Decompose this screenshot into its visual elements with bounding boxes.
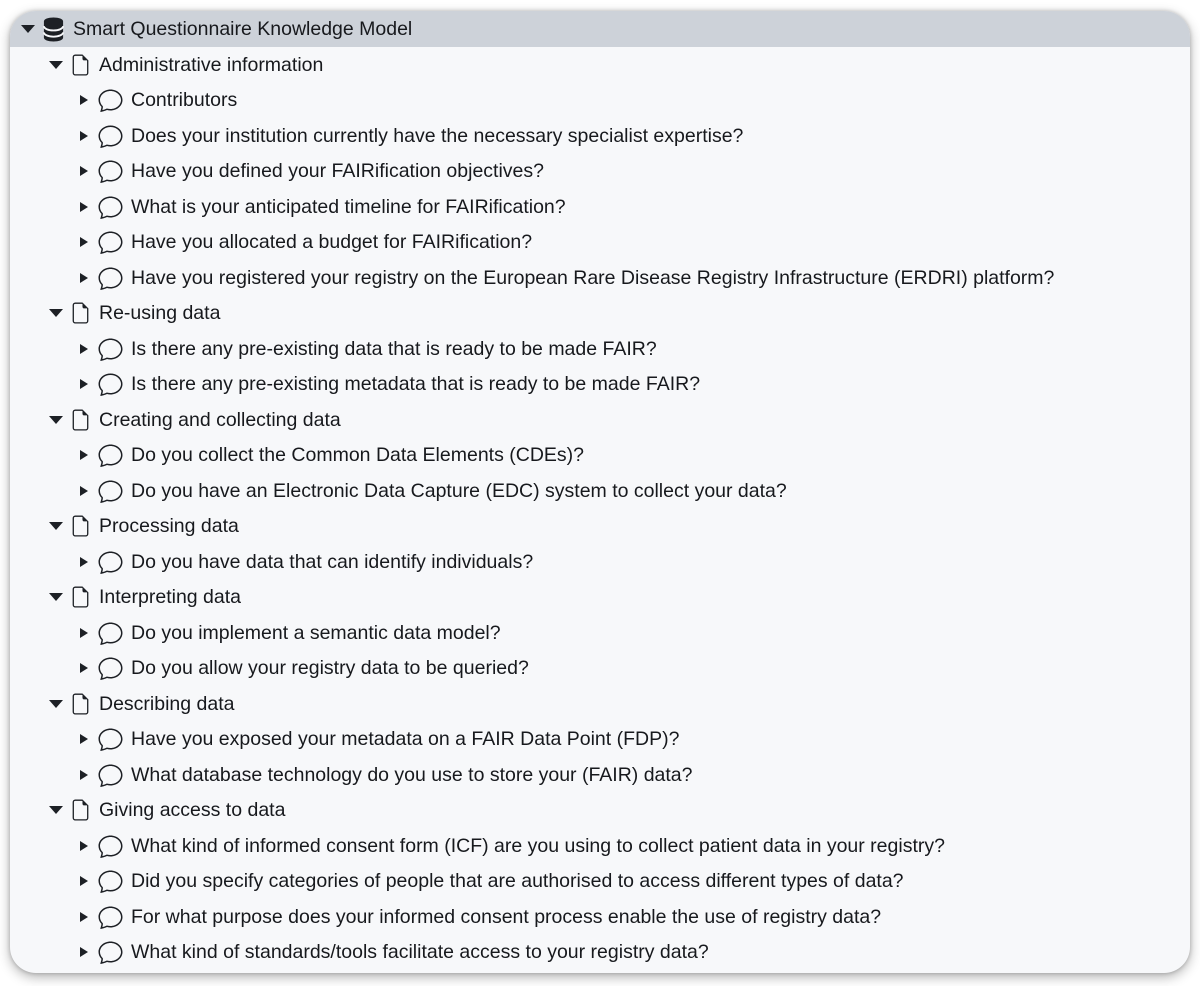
caret-down-icon[interactable] — [20, 25, 36, 33]
speech-bubble-icon — [98, 88, 123, 112]
tree-category-row[interactable] — [10, 509, 1190, 545]
caret-right-icon[interactable] — [76, 486, 92, 496]
speech-bubble-icon — [98, 195, 123, 219]
tree-question-row-label: Have you defined your FAIRification objectives? — [131, 160, 544, 182]
tree-question-row-label: Have you exposed your metadata on a FAIR Data Point (FDP)? — [131, 728, 680, 750]
tree-question-row[interactable] — [10, 544, 1190, 580]
tree-question-row[interactable] — [10, 189, 1190, 225]
tree-question-row[interactable] — [10, 757, 1190, 793]
caret-right-icon[interactable] — [76, 734, 92, 744]
speech-bubble-icon — [98, 479, 123, 503]
tree-category-row[interactable] — [10, 793, 1190, 829]
document-icon — [70, 691, 91, 717]
tree-root-label: Smart Questionnaire Knowledge Model — [73, 17, 413, 40]
tree-question-row-label: Do you have data that can identify individuals? — [131, 550, 534, 573]
tree-rows-container — [10, 47, 1190, 970]
speech-bubble-icon — [98, 834, 123, 858]
speech-bubble-icon — [98, 230, 123, 254]
caret-right-icon[interactable] — [76, 131, 92, 141]
tree-category-row[interactable] — [10, 47, 1190, 83]
caret-right-icon[interactable] — [76, 450, 92, 460]
tree-question-row-label: Do you implement a semantic data model? — [131, 621, 501, 644]
tree-question-row[interactable] — [10, 899, 1190, 935]
tree-category-row-label: Processing data — [99, 515, 239, 537]
speech-bubble-icon — [98, 266, 123, 290]
speech-bubble-icon — [98, 940, 123, 964]
tree-question-row[interactable] — [10, 473, 1190, 509]
caret-right-icon[interactable] — [76, 912, 92, 922]
tree-question-row-label: Contributors — [131, 89, 238, 111]
document-icon — [70, 407, 91, 433]
tree-category-row[interactable] — [10, 686, 1190, 722]
tree-question-row-label: Is there any pre-existing metadata that is ready to be made FAIR? — [131, 373, 701, 395]
tree-question-row-label: Does your institution currently have the necessary specialist expertise? — [131, 124, 744, 147]
tree-question-row[interactable] — [10, 722, 1190, 758]
caret-right-icon[interactable] — [76, 273, 92, 283]
tree-question-row[interactable] — [10, 154, 1190, 190]
tree-category-row-label: Interpreting data — [99, 586, 242, 608]
caret-right-icon[interactable] — [76, 202, 92, 212]
speech-bubble-icon — [98, 621, 123, 645]
knowledge-model-tree-panel — [10, 11, 1190, 973]
tree-category-row-label: Administrative information — [99, 53, 324, 76]
tree-question-row[interactable] — [10, 828, 1190, 864]
tree-question-row[interactable] — [10, 615, 1190, 651]
tree-question-row-label: Have you allocated a budget for FAIRification? — [131, 231, 533, 253]
tree-question-row-label: Do you allow your registry data to be queried? — [131, 657, 529, 679]
speech-bubble-icon — [98, 550, 123, 574]
tree-question-row[interactable] — [10, 367, 1190, 403]
document-icon — [70, 584, 91, 610]
tree-question-row[interactable] — [10, 331, 1190, 367]
tree-category-row-label: Describing data — [99, 692, 235, 715]
tree-question-row[interactable] — [10, 260, 1190, 296]
tree-question-row[interactable] — [10, 438, 1190, 474]
speech-bubble-icon — [98, 905, 123, 929]
document-icon — [70, 300, 91, 326]
caret-right-icon[interactable] — [76, 628, 92, 638]
speech-bubble-icon — [98, 443, 123, 467]
tree-question-row[interactable] — [10, 651, 1190, 687]
caret-right-icon[interactable] — [76, 95, 92, 105]
tree-question-row[interactable] — [10, 118, 1190, 154]
caret-right-icon[interactable] — [76, 557, 92, 567]
caret-down-icon[interactable] — [48, 416, 64, 424]
document-icon — [70, 513, 91, 539]
caret-right-icon[interactable] — [76, 770, 92, 780]
tree-question-row-label: For what purpose does your informed consent process enable the use of registry data? — [131, 905, 882, 928]
caret-right-icon[interactable] — [76, 841, 92, 851]
tree-category-row-label: Creating and collecting data — [99, 408, 341, 431]
speech-bubble-icon — [98, 656, 123, 680]
caret-down-icon[interactable] — [48, 309, 64, 317]
caret-right-icon[interactable] — [76, 947, 92, 957]
speech-bubble-icon — [98, 763, 123, 787]
document-icon — [70, 797, 91, 823]
tree-question-row[interactable] — [10, 225, 1190, 261]
caret-right-icon[interactable] — [76, 663, 92, 673]
tree-category-row-label: Re-using data — [99, 302, 221, 324]
speech-bubble-icon — [98, 869, 123, 893]
tree-question-row-label: What is your anticipated timeline for FAIRification? — [131, 195, 566, 218]
speech-bubble-icon — [98, 124, 123, 148]
tree-question-row-label: Did you specify categories of people that are authorised to access different types of data? — [131, 870, 904, 892]
caret-down-icon[interactable] — [48, 522, 64, 530]
caret-right-icon[interactable] — [76, 379, 92, 389]
caret-right-icon[interactable] — [76, 344, 92, 354]
tree-question-row-label: Do you collect the Common Data Elements (CDEs)? — [131, 444, 585, 466]
tree-category-row[interactable] — [10, 402, 1190, 438]
tree-question-row-label: What database technology do you use to store your (FAIR) data? — [131, 763, 693, 786]
speech-bubble-icon — [98, 372, 123, 396]
database-icon — [42, 16, 65, 43]
tree-question-row-label: What kind of standards/tools facilitate access to your registry data? — [131, 941, 709, 963]
caret-down-icon[interactable] — [48, 700, 64, 708]
caret-down-icon[interactable] — [48, 806, 64, 814]
tree-category-row[interactable] — [10, 296, 1190, 332]
speech-bubble-icon — [98, 337, 123, 361]
tree-question-row[interactable] — [10, 83, 1190, 119]
caret-right-icon[interactable] — [76, 237, 92, 247]
caret-down-icon[interactable] — [48, 61, 64, 69]
tree-question-row-label: What kind of informed consent form (ICF) are you using to collect patient data in your registry? — [131, 834, 945, 857]
tree-root-row[interactable] — [10, 11, 1190, 47]
caret-down-icon[interactable] — [48, 593, 64, 601]
speech-bubble-icon — [98, 159, 123, 183]
tree-question-row[interactable] — [10, 935, 1190, 971]
document-icon — [70, 52, 91, 78]
tree-category-row[interactable] — [10, 580, 1190, 616]
speech-bubble-icon — [98, 727, 123, 751]
tree-question-row-label: Have you registered your registry on the European Rare Disease Registry Infrastructure (ERDRI) platform? — [131, 266, 1055, 289]
tree-question-row[interactable] — [10, 864, 1190, 900]
tree-question-row-label: Do you have an Electronic Data Capture (EDC) system to collect your data? — [131, 479, 787, 502]
caret-right-icon[interactable] — [76, 166, 92, 176]
tree-question-row-label: Is there any pre-existing data that is ready to be made FAIR? — [131, 337, 657, 360]
tree-category-row-label: Giving access to data — [99, 799, 286, 821]
caret-right-icon[interactable] — [76, 876, 92, 886]
